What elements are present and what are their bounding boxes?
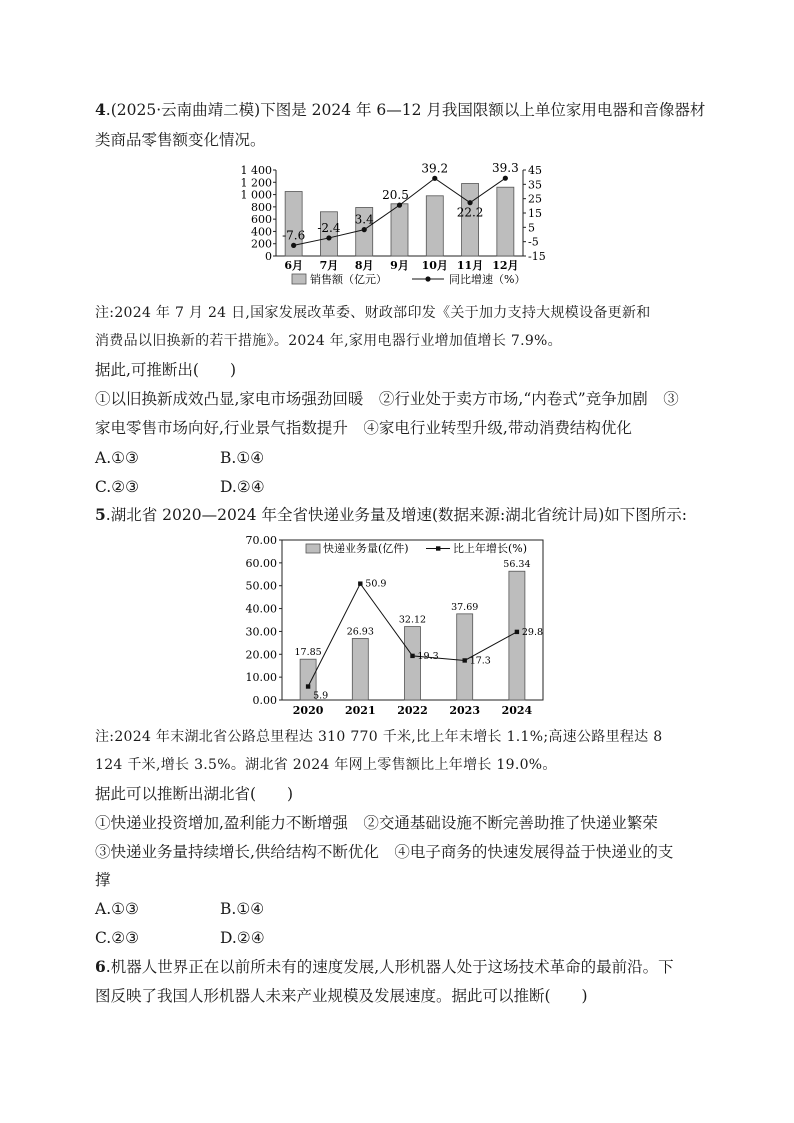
growth-point bbox=[326, 235, 331, 240]
q5-statement-line1: ①快递业投资增加,盈利能力不断增强 ②交通基础设施不断完善助推了快递业繁荣 bbox=[95, 814, 658, 832]
left-tick-label: 400 bbox=[251, 225, 272, 239]
y-tick-label: 40.00 bbox=[245, 602, 277, 616]
q4-note-line2: 消费品以旧换新的若干措施》。2024 年,家用电器行业增加值增长 7.9%。 bbox=[95, 333, 562, 349]
growth-data-label: 5.9 bbox=[313, 690, 329, 702]
growth-point bbox=[503, 176, 508, 181]
legend-line-label: 比上年增长(%) bbox=[453, 542, 528, 555]
legend-bar-swatch bbox=[292, 274, 306, 284]
growth-point bbox=[467, 200, 472, 205]
x-tick-label: 2022 bbox=[397, 704, 428, 717]
q5-option-c[interactable]: C.②③ bbox=[95, 929, 140, 947]
x-tick-label: 11月 bbox=[456, 259, 484, 272]
sales-bar bbox=[462, 184, 479, 256]
q5-option-d[interactable]: D.②④ bbox=[220, 929, 265, 947]
q4-stem-line1 bbox=[95, 100, 705, 120]
left-tick-label: 1 200 bbox=[240, 176, 272, 190]
bar-value-label: 26.93 bbox=[346, 626, 374, 638]
y-tick-label: 50.00 bbox=[245, 579, 277, 593]
q5-statement-line2: ③快递业务量持续增长,供给结构不断优化 ④电子商务的快速发展得益于快递业的支 bbox=[95, 843, 674, 861]
y-tick-label: 60.00 bbox=[245, 556, 277, 570]
x-tick-label: 8月 bbox=[354, 259, 374, 272]
q5-option-a[interactable]: A.①③ bbox=[95, 900, 139, 918]
growth-point bbox=[515, 630, 519, 634]
q4-option-d[interactable]: D.②④ bbox=[220, 478, 265, 496]
volume-bar bbox=[352, 638, 368, 700]
legend-bar-swatch bbox=[306, 544, 320, 553]
bar-value-label: 37.69 bbox=[451, 601, 479, 613]
bar-value-label: 32.12 bbox=[398, 614, 427, 626]
growth-point bbox=[410, 654, 414, 658]
y-tick-label: 10.00 bbox=[245, 671, 277, 685]
x-tick-label: 7月 bbox=[319, 259, 339, 272]
legend-line-marker bbox=[436, 546, 440, 550]
bar-value-label: 17.85 bbox=[294, 647, 322, 659]
growth-point bbox=[362, 227, 367, 232]
growth-data-label: -7.6 bbox=[282, 228, 306, 243]
left-tick-label: 200 bbox=[251, 237, 272, 251]
right-tick-label: -5 bbox=[528, 235, 539, 249]
growth-point bbox=[306, 684, 310, 688]
growth-data-label: 22.2 bbox=[456, 205, 484, 220]
x-tick-label: 2023 bbox=[449, 704, 481, 717]
q5-stem-line bbox=[95, 505, 687, 525]
growth-data-label: -2.4 bbox=[317, 220, 341, 235]
y-tick-label: 30.00 bbox=[245, 625, 277, 639]
left-tick-label: 800 bbox=[251, 200, 272, 214]
legend-bar-label: 快递业务量(亿件) bbox=[323, 542, 409, 555]
q4-stem-text1: .(2025·云南曲靖二模)下图是 2024 年 6—12 月我国限额以上单位家用电器和音像器材 bbox=[105, 101, 706, 119]
right-tick-label: 15 bbox=[528, 207, 542, 220]
x-tick-label: 10月 bbox=[421, 259, 448, 272]
x-tick-label: 2024 bbox=[501, 704, 533, 717]
q6-stem-line2: 图反映了我国人形机器人未来产业规模及发展速度。据此可以推断( ) bbox=[95, 987, 588, 1005]
x-tick-label: 9月 bbox=[390, 259, 409, 272]
q6-number: 6 bbox=[95, 957, 106, 976]
x-tick-label: 2021 bbox=[344, 704, 376, 717]
growth-point bbox=[432, 176, 437, 181]
growth-data-label: 3.4 bbox=[354, 212, 374, 227]
q5-statement-line3: 撑 bbox=[95, 871, 111, 889]
growth-point bbox=[397, 203, 402, 208]
left-tick-label: 0 bbox=[265, 250, 272, 263]
legend-line-marker bbox=[425, 276, 430, 281]
volume-bar bbox=[405, 627, 421, 700]
q4-ask: 据此,可推断出( ) bbox=[95, 361, 237, 379]
sales-bar bbox=[391, 204, 408, 256]
legend-bar-label: 销售额（亿元） bbox=[310, 273, 387, 286]
growth-data-label: 17.3 bbox=[469, 655, 491, 667]
q4-number: 4 bbox=[95, 100, 106, 119]
y-tick-label: 70.00 bbox=[245, 534, 277, 547]
q4-statement-line2: 家电零售市场向好,行业景气指数提升 ④家电行业转型升级,带动消费结构优化 bbox=[95, 419, 632, 437]
sales-chart bbox=[236, 158, 566, 296]
right-tick-label: 35 bbox=[528, 178, 542, 192]
q5-note-line2: 124 千米,增长 3.5%。湖北省 2024 年网上零售额比上年增长 19.0%。 bbox=[95, 757, 557, 773]
x-tick-label: 2020 bbox=[292, 704, 324, 717]
left-tick-label: 1 000 bbox=[240, 188, 272, 202]
left-tick-label: 1 400 bbox=[240, 164, 272, 177]
x-tick-label: 6月 bbox=[284, 259, 303, 272]
right-tick-label: 25 bbox=[528, 192, 542, 206]
growth-data-label: 50.9 bbox=[365, 578, 387, 590]
q5-note-line1: 注:2024 年末湖北省公路总里程达 310 770 千米,比上年末增长 1.1%;高速公路里程达 8 bbox=[95, 729, 663, 745]
y-tick-label: 20.00 bbox=[245, 648, 277, 662]
q4-option-b[interactable]: B.①④ bbox=[220, 449, 265, 467]
q4-option-c[interactable]: C.②③ bbox=[95, 478, 140, 496]
left-tick-label: 600 bbox=[251, 213, 272, 227]
q5-stem-text: .湖北省 2020—2024 年全省快递业务量及增速(数据来源:湖北省统计局)如下图所示: bbox=[105, 506, 688, 524]
growth-data-label: 39.3 bbox=[491, 161, 519, 176]
x-tick-label: 12月 bbox=[492, 259, 519, 272]
sales-bar bbox=[497, 187, 514, 256]
growth-point bbox=[291, 243, 296, 248]
growth-point bbox=[463, 658, 467, 662]
sales-bar bbox=[426, 196, 443, 256]
q4-note-line1: 注:2024 年 7 月 24 日,国家发展改革委、财政部印发《关于加力支持大规模设备更新和 bbox=[95, 305, 651, 321]
growth-data-label: 20.5 bbox=[382, 188, 409, 203]
q4-option-a[interactable]: A.①③ bbox=[95, 449, 139, 467]
bar-value-label: 56.34 bbox=[503, 559, 531, 571]
growth-data-label: 39.2 bbox=[421, 161, 449, 176]
q5-option-b[interactable]: B.①④ bbox=[220, 900, 265, 918]
growth-data-label: 29.8 bbox=[521, 626, 544, 638]
q6-stem-text1: .机器人世界正在以前所未有的速度发展,人形机器人处于这场技术革命的最前沿。下 bbox=[105, 958, 674, 976]
growth-data-label: 19.3 bbox=[417, 650, 439, 662]
q4-stem-line2: 类商品零售额变化情况。 bbox=[95, 131, 266, 149]
growth-point bbox=[358, 581, 362, 585]
right-tick-label: 5 bbox=[528, 221, 535, 235]
y-tick-label: 0.00 bbox=[252, 694, 277, 707]
q5-number: 5 bbox=[95, 505, 106, 524]
express-chart bbox=[238, 532, 558, 720]
right-tick-label: -15 bbox=[528, 250, 546, 263]
q6-stem-line1 bbox=[95, 957, 674, 977]
q4-statement-line1: ①以旧换新成效凸显,家电市场强劲回暖 ②行业处于卖方市场,“内卷式”竞争加剧 ③ bbox=[95, 390, 679, 408]
q5-ask: 据此可以推断出湖北省( ) bbox=[95, 785, 294, 803]
legend-line-label: 同比增速（%） bbox=[449, 273, 526, 286]
right-tick-label: 45 bbox=[528, 164, 542, 177]
